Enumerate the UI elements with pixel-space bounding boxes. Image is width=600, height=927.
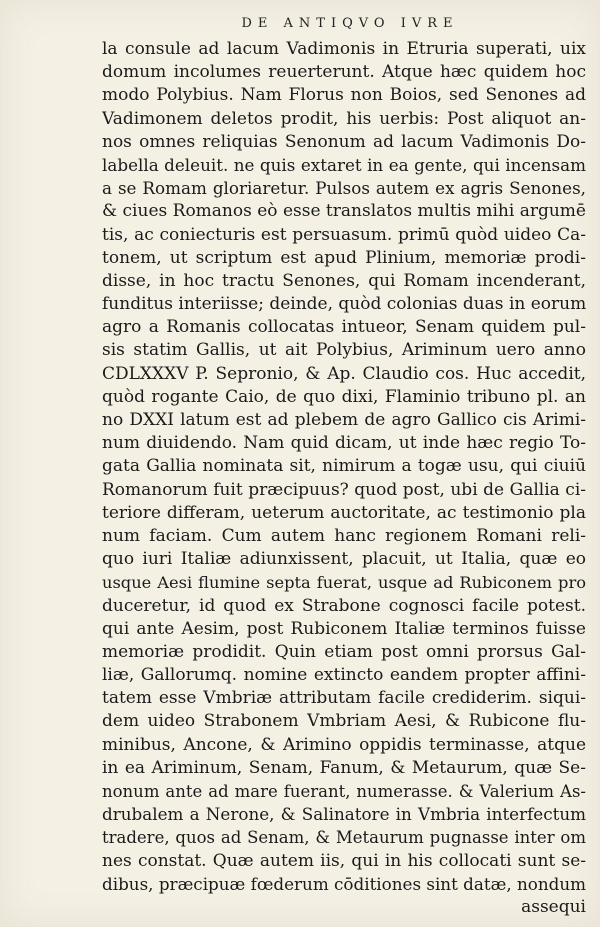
text-line: in ea Ariminum, Senam, Fanum, & Metaurum, quæ Se- (102, 757, 586, 778)
text-line: drubalem a Nerone, & Salinatore in Vmbria interfectum (102, 804, 586, 825)
text-line: modo Polybius. Nam Florus non Boios, sed Senones ad (102, 85, 586, 106)
text-line: dem uideo Strabonem Vmbriam Aesi, & Rubicone flu- (102, 711, 586, 732)
text-line: & ciues Romanos eò esse translatos multis mihi argumē (102, 201, 586, 222)
text-line: gata Gallia nominata sit, nimirum a togæ usu, qui ciuiū (102, 456, 586, 477)
text-line: sis statim Gallis, ut ait Polybius, Ariminum uero anno (102, 340, 586, 361)
text-line: duceretur, id quod ex Strabone cognosci facile potest. (102, 595, 586, 616)
text-line: tradere, quos ad Senam, & Metaurum pugnasse inter om (102, 828, 586, 848)
text-line: la consule ad lacum Vadimonis in Etruria superati, uix (102, 39, 586, 59)
text-line: nes constat. Quæ autem iis, qui in his collocati sunt se- (102, 850, 586, 871)
text-line: minibus, Ancone, & Arimino oppidis terminasse, atque (102, 734, 586, 755)
text-line: domum incolumes reuerterunt. Atque hæc quidem hoc (102, 62, 586, 83)
running-head: DE ANTIQVO IVRE (241, 16, 459, 31)
text-line: usque Aesi flumine septa fuerat, usque ad Rubiconem pro (102, 573, 586, 593)
text-line: qui ante Aesim, post Rubiconem Italiæ terminos fuisse (102, 618, 586, 639)
text-line: Romanorum fuit præcipuus? quod post, ubi de Gallia ci- (102, 479, 586, 500)
text-line: quo iuri Italiæ adiunxissent, placuit, ut Italia, quæ eo (102, 549, 586, 570)
text-line: memoriæ prodidit. Quin etiam post omni prorsus Gal- (102, 641, 586, 662)
text-line: agro a Romanis collocatas intueor, Senam quidem pul- (102, 317, 586, 338)
text-line: nos omnes reliquias Senonum ad lacum Vadimonis Do- (102, 131, 586, 152)
text-line: CDLXXXV P. Sepronio, & Ap. Claudio cos. Huc accedit, (102, 363, 586, 384)
text-line: dibus, præcipuæ fœderum cōditiones sint datæ, nondum (102, 873, 586, 894)
text-line: teriore differam, ueterum auctoritate, ac testimonio pla (102, 502, 586, 523)
catchword: assequi (521, 896, 586, 917)
body-text (102, 38, 586, 919)
text-line: nonum ante ad mare fuerant, numerasse. & Valerium As- (102, 782, 586, 801)
text-line: num diuidendo. Nam quid dicam, ut inde hæc regio To- (102, 433, 586, 454)
text-line: tis, ac coniecturis est persuasum. primū quòd uideo Ca- (102, 224, 586, 245)
text-line: Vadimonem deletos prodit, his uerbis: Post aliquot an- (102, 108, 586, 129)
text-line: num faciam. Cum autem hanc regionem Romani reli- (102, 525, 586, 546)
text-line: disse, in hoc tractu Senones, qui Romam incenderant, (102, 270, 586, 291)
text-line: funditus interiisse; deinde, quòd colonias duas in eorum (102, 294, 586, 315)
text-line: a se Romam gloriaretur. Pulsos autem ex agris Senones, (102, 178, 586, 199)
text-line: quòd rogante Caio, de quo dixi, Flaminio tribuno pl. an (102, 386, 586, 407)
text-line: no DXXI latum est ad plebem de agro Gallico cis Arimi- (102, 410, 586, 430)
text-line: liæ, Gallorumq. nomine extincto eandem propter affini- (102, 665, 586, 686)
text-line: tatem esse Vmbriæ attributam facile crediderim. siqui- (102, 688, 586, 709)
text-line: tonem, ut scriptum est apud Plinium, memoriæ prodi- (102, 247, 586, 268)
text-line: labella deleuit. ne quis extaret in ea gente, qui incensam (102, 154, 586, 175)
